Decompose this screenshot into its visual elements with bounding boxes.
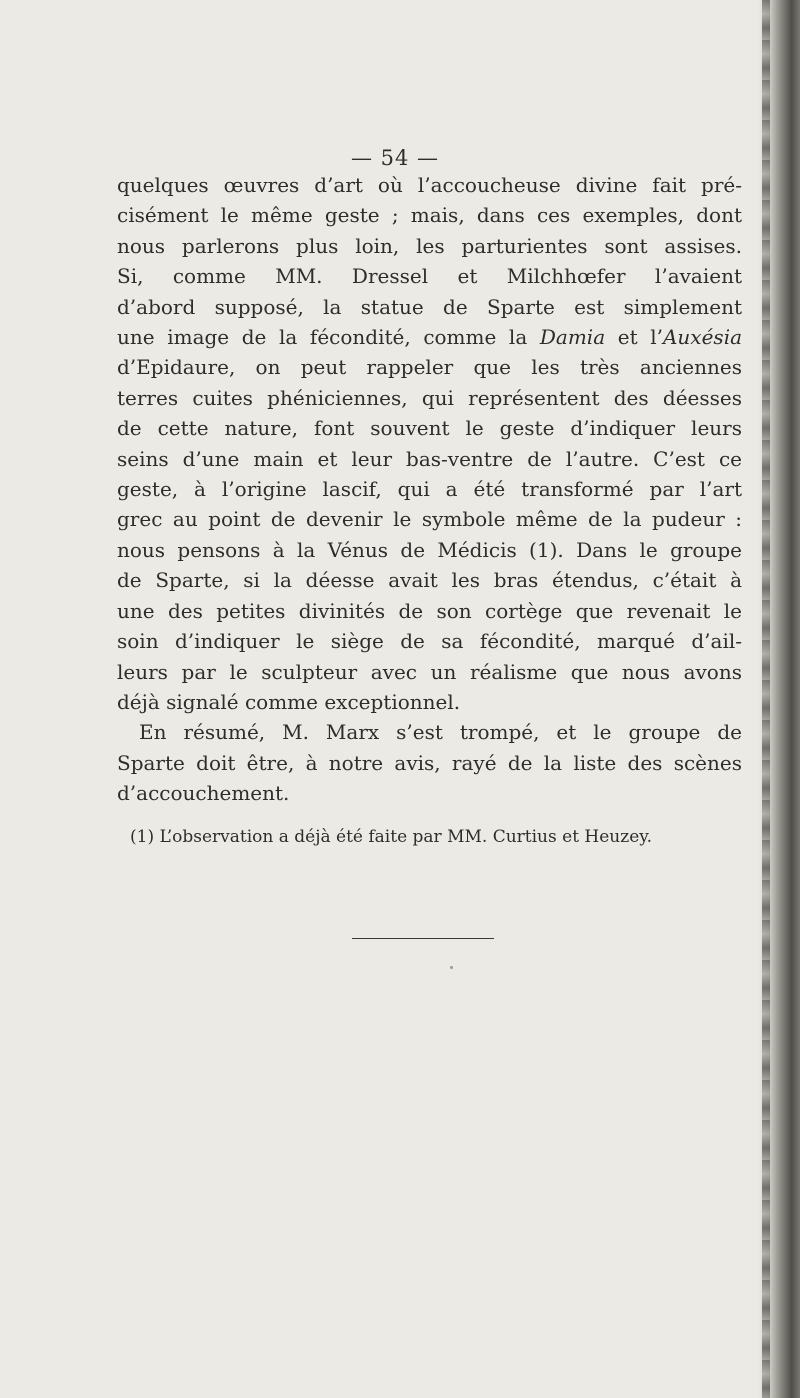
italic-damia: Damia [539, 325, 606, 350]
footnote-rule [352, 938, 494, 939]
text-line: d’accouchement. [117, 781, 290, 806]
text-line: En résumé, M. Marx s’est trompé, et le groupe de [139, 720, 742, 745]
text-line: terres cuites phéniciennes, qui représentent des déesses [117, 385, 742, 410]
text-fragment: une image de la fécondité, comme la [117, 325, 540, 350]
text-line: soin d’indiquer le siège de sa fécondité, marqué d’ail- [117, 629, 742, 654]
page-binding-shadow [762, 0, 770, 1398]
body-text [117, 170, 742, 809]
text-fragment: et l’ [605, 325, 663, 350]
text-line: seins d’une main et leur bas-ventre de l’autre. C’est ce [117, 446, 742, 471]
text-line: déjà signalé comme exceptionnel. [117, 689, 461, 714]
text-line: d’Epidaure, on peut rappeler que les très anciennes [117, 355, 742, 380]
text-line: nous parlerons plus loin, les parturientes sont assises. [117, 233, 742, 258]
text-line: d’abord supposé, la statue de Sparte est simplement [117, 294, 742, 319]
text-line: une des petites divinités de son cortège que revenait le [117, 598, 742, 623]
text-line: leurs par le sculpteur avec un réalisme que nous avons [117, 659, 742, 684]
footnote: (1) L’observation a déjà été faite par MM. Curtius et Heuzey. [130, 827, 653, 847]
text-line: quelques œuvres d’art où l’accoucheuse divine fait pré- [117, 173, 742, 197]
text-line: geste, à l’origine lascif, qui a été transformé par l’art [117, 477, 742, 502]
text-line: Sparte doit être, à notre avis, rayé de la liste des scènes [117, 750, 742, 775]
text-line-damia-auxesia [117, 322, 742, 352]
page-number: — 54 — [350, 146, 440, 170]
text-line: de cette nature, font souvent le geste d’indiquer leurs [117, 416, 742, 441]
text-line: de Sparte, si la déesse avait les bras étendus, c’était à [117, 568, 742, 593]
text-line: Si, comme MM. Dressel et Milchhœfer l’avaient [117, 264, 742, 289]
paper-speck [450, 966, 453, 969]
text-line: grec au point de devenir le symbole même de la pudeur : [117, 507, 742, 532]
italic-auxesia: Auxésia [662, 325, 743, 350]
text-line: cisément le même geste ; mais, dans ces exemples, dont [117, 203, 742, 228]
text-line: nous pensons à la Vénus de Médicis (1). Dans le groupe [117, 537, 742, 562]
